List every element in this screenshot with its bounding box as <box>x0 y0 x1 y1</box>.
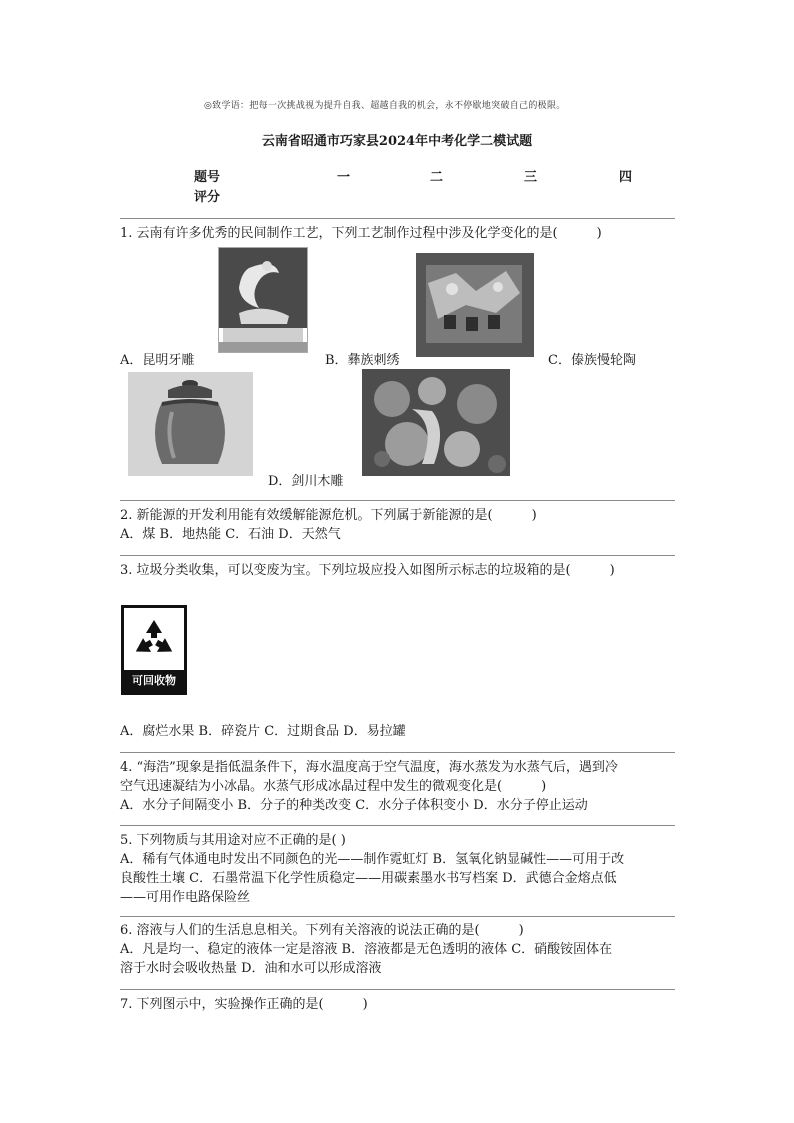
score-table-col-1: 一 <box>337 170 351 185</box>
divider <box>120 752 675 753</box>
score-table-row1-label: 题号 <box>194 170 221 185</box>
ivory-carving-image <box>218 247 308 353</box>
question-5-options-line3[interactable]: ——可用作电路保险丝 <box>120 890 251 905</box>
score-table-col-4: 四 <box>619 170 633 185</box>
divider <box>120 555 675 556</box>
question-5-stem: 5. 下列物质与其用途对应不正确的是( ) <box>120 833 346 848</box>
question-6-options-line2[interactable]: 溶于水时会吸收热量 D．油和水可以形成溶液 <box>120 961 382 976</box>
question-2-stem: 2. 新能源的开发利用能有效缓解能源危机。下列属于新能源的是( ) <box>120 508 537 523</box>
question-1-option-b[interactable]: B．彝族刺绣 <box>325 353 400 368</box>
pottery-jar-image <box>128 372 253 476</box>
question-3-options[interactable]: A．腐烂水果 B．碎瓷片 C．过期食品 D．易拉罐 <box>120 724 406 739</box>
divider <box>120 916 675 917</box>
divider <box>120 989 675 990</box>
score-table-row2-label: 评分 <box>194 190 221 205</box>
divider <box>120 500 675 501</box>
question-6-stem: 6. 溶液与人们的生活息息相关。下列有关溶液的说法正确的是( ) <box>120 923 524 938</box>
question-7-stem: 7. 下列图示中，实验操作正确的是( ) <box>120 997 368 1012</box>
divider <box>120 218 675 219</box>
question-4-options[interactable]: A．水分子间隔变小 B．分子的种类改变 C．水分子体积变小 D．水分子停止运动 <box>120 798 588 813</box>
question-6-options-line1[interactable]: A．凡是均一、稳定的液体一定是溶液 B．溶液都是无色透明的液体 C．硝酸铵固体在 <box>120 942 613 957</box>
question-1-option-c[interactable]: C．傣族慢轮陶 <box>548 353 636 368</box>
question-1-option-a[interactable]: A．昆明牙雕 <box>120 353 195 368</box>
question-4-stem-line2: 空气迅速凝结为小冰晶。水蒸气形成冰晶过程中发生的微观变化是( ) <box>120 779 547 794</box>
question-1-option-d[interactable]: D．剑川木雕 <box>268 474 344 489</box>
question-1-stem: 1. 云南有许多优秀的民间制作工艺，下列工艺制作过程中涉及化学变化的是( ) <box>120 226 602 241</box>
question-5-options-line2[interactable]: 良酸性土壤 C．石墨常温下化学性质稳定——用碳素墨水书写档案 D．武德合金熔点低 <box>120 871 617 886</box>
recycling-sign-label: 可回收物 <box>124 670 184 692</box>
question-2-options[interactable]: A．煤 B．地热能 C．石油 D．天然气 <box>120 527 341 542</box>
divider <box>120 825 675 826</box>
wood-carving-image <box>362 369 510 476</box>
score-table-col-3: 三 <box>524 170 538 185</box>
question-5-options-line1[interactable]: A．稀有气体通电时发出不同颜色的光——制作霓虹灯 B．氢氧化钠显碱性——可用于改 <box>120 852 625 867</box>
page-title: 云南省昭通市巧家县2024年中考化学二模试题 <box>261 134 533 149</box>
header-motto: ◎致学语：把每一次挑战视为提升自我、超越自我的机会，永不停歇地突破自己的极限。 <box>204 101 566 111</box>
embroidery-image <box>416 253 534 357</box>
question-3-stem: 3. 垃圾分类收集，可以变废为宝。下列垃圾应投入如图所示标志的垃圾箱的是( ) <box>120 563 615 578</box>
recycle-icon <box>129 614 179 664</box>
score-table-col-2: 二 <box>430 170 444 185</box>
question-4-stem-line1: 4. “海浩”现象是指低温条件下，海水温度高于空气温度，海水蒸发为水蒸气后，遇到冷 <box>120 760 618 775</box>
recycling-sign <box>121 605 187 695</box>
